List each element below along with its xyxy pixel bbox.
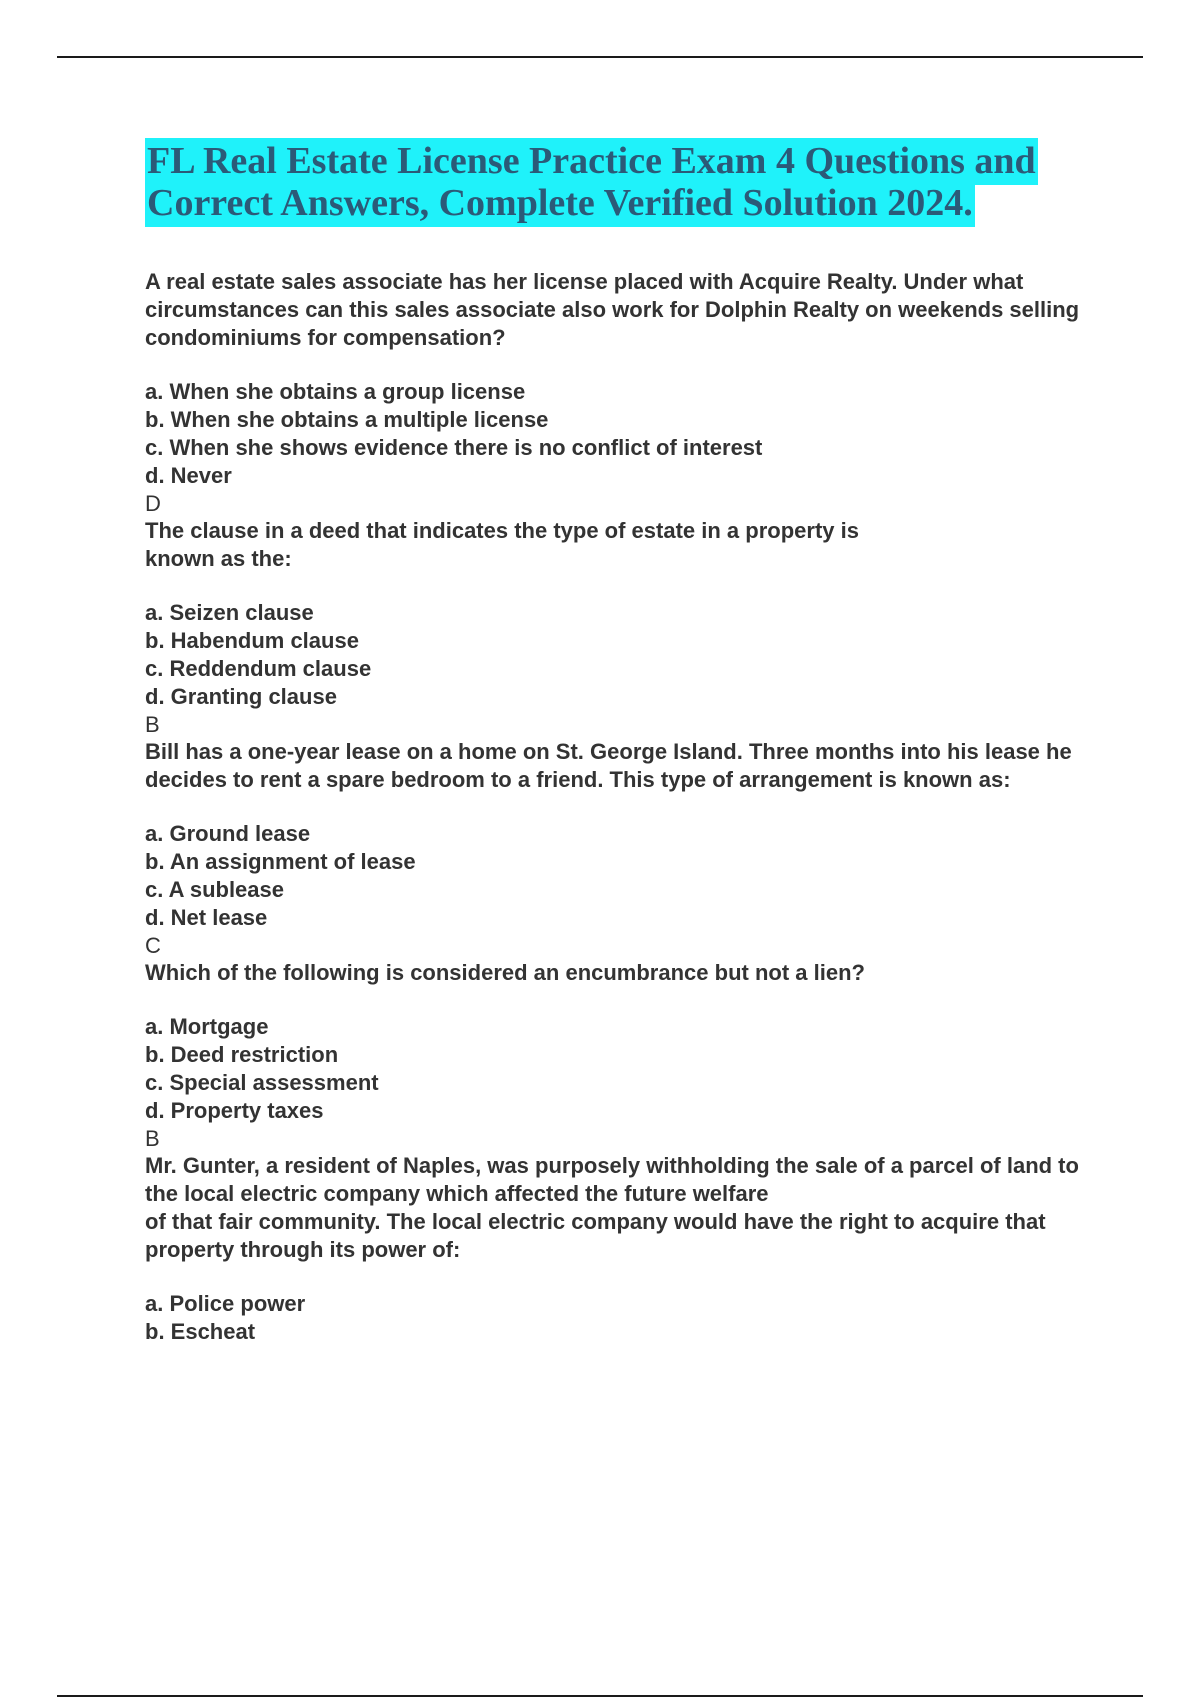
- option-item: b. Habendum clause: [145, 628, 359, 653]
- correct-answer: B: [145, 1126, 160, 1151]
- top-rule: [57, 56, 1143, 58]
- option-item: a. Seizen clause: [145, 600, 314, 625]
- option-item: b. Escheat: [145, 1319, 256, 1344]
- question-text: A real estate sales associate has her license placed with Acquire Realty. Under what circumstances can this sales associate also work for Dolphin Realty on weekends selling condominiums for compensation?: [145, 269, 1080, 350]
- option-item: a. Ground lease: [145, 821, 311, 846]
- question-block-5: [145, 1152, 1105, 1346]
- option-item: a. Mortgage: [145, 1014, 269, 1039]
- option-item: a. When she obtains a group license: [145, 379, 526, 404]
- document-title: [145, 140, 1105, 224]
- question-text: Which of the following is considered an encumbrance but not a lien?: [145, 960, 865, 985]
- option-item: b. An assignment of lease: [145, 849, 416, 874]
- option-item: b. Deed restriction: [145, 1042, 339, 1067]
- question-block-3: [145, 738, 1105, 959]
- question-list: [145, 268, 1105, 1346]
- document-body: [145, 140, 1105, 1346]
- answer-options: [145, 378, 1105, 490]
- option-item: d. Property taxes: [145, 1098, 324, 1123]
- question-block-4: [145, 959, 1105, 1152]
- option-item: c. Special assessment: [145, 1070, 379, 1095]
- question-text: The clause in a deed that indicates the type of estate in a property is known as the:: [145, 518, 859, 571]
- correct-answer: C: [145, 933, 161, 958]
- correct-answer: D: [145, 491, 161, 516]
- option-item: d. Net lease: [145, 905, 268, 930]
- answer-options: [145, 1290, 1105, 1346]
- option-item: c. Reddendum clause: [145, 656, 372, 681]
- option-item: a. Police power: [145, 1291, 306, 1316]
- option-item: d. Granting clause: [145, 684, 337, 709]
- document-title-text: FL Real Estate License Practice Exam 4 Questions and Correct Answers, Complete Verified Solution 2024.: [145, 138, 1038, 227]
- answer-options: [145, 1013, 1105, 1125]
- option-item: d. Never: [145, 463, 232, 488]
- question-block-1: [145, 268, 1105, 517]
- option-item: c. A sublease: [145, 877, 284, 902]
- question-text: Bill has a one-year lease on a home on St. George Island. Three months into his lease he decides to rent a spare bedroom to a friend. This type of arrangement is known as:: [145, 739, 1072, 792]
- answer-options: [145, 820, 1105, 932]
- question-block-2: [145, 517, 1105, 738]
- question-text: Mr. Gunter, a resident of Naples, was purposely withholding the sale of a parcel of land to the local electric company which affected the future welfare of that fair community. The local electric company would have the right to acquire that property through its power of:: [145, 1153, 1079, 1262]
- bottom-rule: [57, 1695, 1143, 1697]
- option-item: b. When she obtains a multiple license: [145, 407, 549, 432]
- option-item: c. When she shows evidence there is no conflict of interest: [145, 435, 763, 460]
- answer-options: [145, 599, 1105, 711]
- correct-answer: B: [145, 712, 160, 737]
